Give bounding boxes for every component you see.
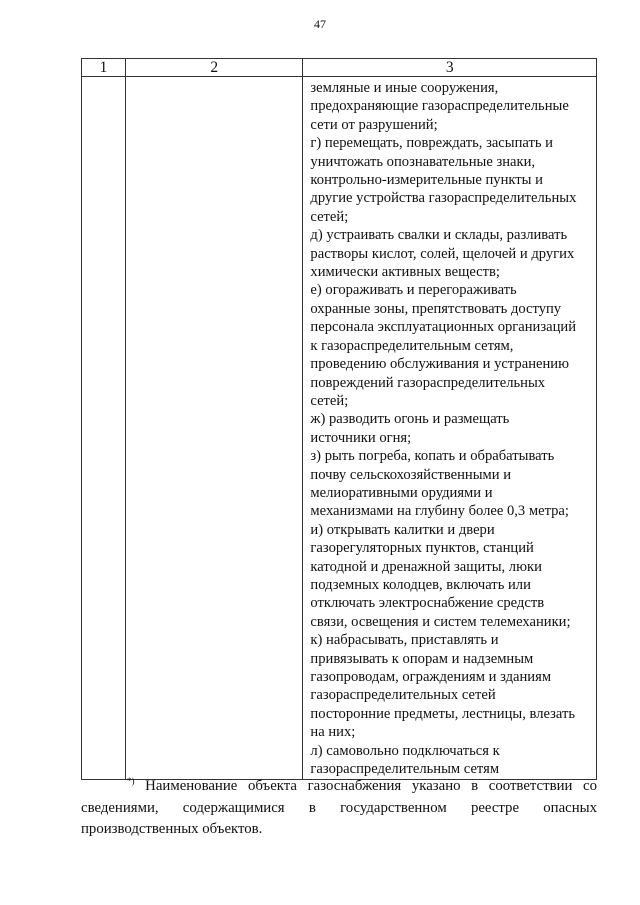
- cell-text-line: связи, освещения и систем телемеханики;: [310, 613, 571, 630]
- cell-col1: [82, 77, 126, 780]
- restrictions-table: [81, 58, 597, 780]
- column-header-3: 3: [303, 59, 597, 77]
- cell-text-line: газорегуляторных пунктов, станций: [310, 540, 534, 557]
- cell-col2: [126, 77, 303, 780]
- cell-text-line: сетей;: [310, 208, 349, 225]
- footnote-line-3: производственных объектов.: [81, 821, 263, 837]
- column-header-1: 1: [82, 59, 126, 77]
- cell-text-line: привязывать к опорам и надземным: [310, 650, 534, 667]
- cell-text-line: уничтожать опознавательные знаки,: [310, 153, 536, 170]
- cell-text-line: отключать электроснабжение средств: [310, 595, 545, 612]
- cell-text-line: и) открывать калитки и двери: [310, 521, 495, 538]
- cell-text-line: е) огораживать и перегораживать: [310, 282, 517, 299]
- cell-text-line: повреждений газораспределительных: [310, 374, 546, 391]
- cell-text-line: ж) разводить огонь и размещать: [310, 411, 510, 428]
- table-header-row: [82, 59, 597, 77]
- cell-text-line: предохраняющие газораспределительные: [310, 98, 569, 115]
- cell-text-line: подземных колодцев, включать или: [310, 576, 531, 593]
- cell-text-line: персонала эксплуатационных организаций: [310, 319, 577, 336]
- cell-text-line: газопроводам, ограждениям и зданиям: [310, 669, 552, 685]
- footnote-marker: *): [127, 776, 135, 786]
- cell-text-line: к газораспределительным сетям,: [310, 337, 514, 354]
- cell-text-line: на них;: [310, 724, 356, 741]
- cell-text-line: почву сельскохозяйственными и: [310, 466, 512, 483]
- cell-text-line: проведению обслуживания и устранению: [310, 356, 569, 373]
- cell-col3: [303, 77, 597, 780]
- cell-text-line: земляные и иные сооружения,: [310, 80, 499, 96]
- footnote-line-1: *) Наименование объекта газоснабжения указано в соответствии со: [127, 776, 598, 794]
- cell-text-line: мелиоративными орудиями и: [310, 484, 493, 501]
- footnote: [81, 771, 597, 841]
- cell-text-line: посторонние предметы, лестницы, влезать: [310, 705, 576, 722]
- cell-text-line: источники огня;: [310, 429, 412, 446]
- footnote-line-2: сведениями, содержащимися в государственном реестре опасных: [81, 799, 597, 816]
- table-row: [82, 77, 597, 780]
- cell-text-line: з) рыть погреба, копать и обрабатывать: [310, 448, 555, 465]
- cell-text-line: л) самовольно подключаться к: [310, 742, 500, 759]
- cell-text-line: другие устройства газораспределительных: [310, 190, 577, 207]
- column-header-2: 2: [126, 59, 303, 77]
- cell-text-line: газораспределительным сетям: [310, 761, 500, 778]
- cell-text-line: механизмами на глубину более 0,3 метра;: [310, 503, 569, 520]
- cell-text-line: охранные зоны, препятствовать доступу: [310, 300, 562, 317]
- page-number: 47: [314, 17, 326, 31]
- cell-text-line: д) устраивать свалки и склады, разливать: [310, 227, 568, 244]
- cell-text-line: сетей;: [310, 392, 349, 409]
- cell-text-line: растворы кислот, солей, щелочей и других: [310, 245, 575, 262]
- cell-text-line: газораспределительных сетей: [310, 687, 496, 704]
- cell-text-line: г) перемещать, повреждать, засыпать и: [310, 135, 553, 152]
- cell-text-line: катодной и дренажной защиты, люки: [310, 558, 542, 575]
- cell-text-line: химически активных веществ;: [310, 264, 500, 281]
- cell-text-line: контрольно-измерительные пункты и: [310, 172, 543, 189]
- cell-text-line: сети от разрушений;: [310, 116, 438, 133]
- cell-text-line: к) набрасывать, приставлять и: [310, 632, 499, 649]
